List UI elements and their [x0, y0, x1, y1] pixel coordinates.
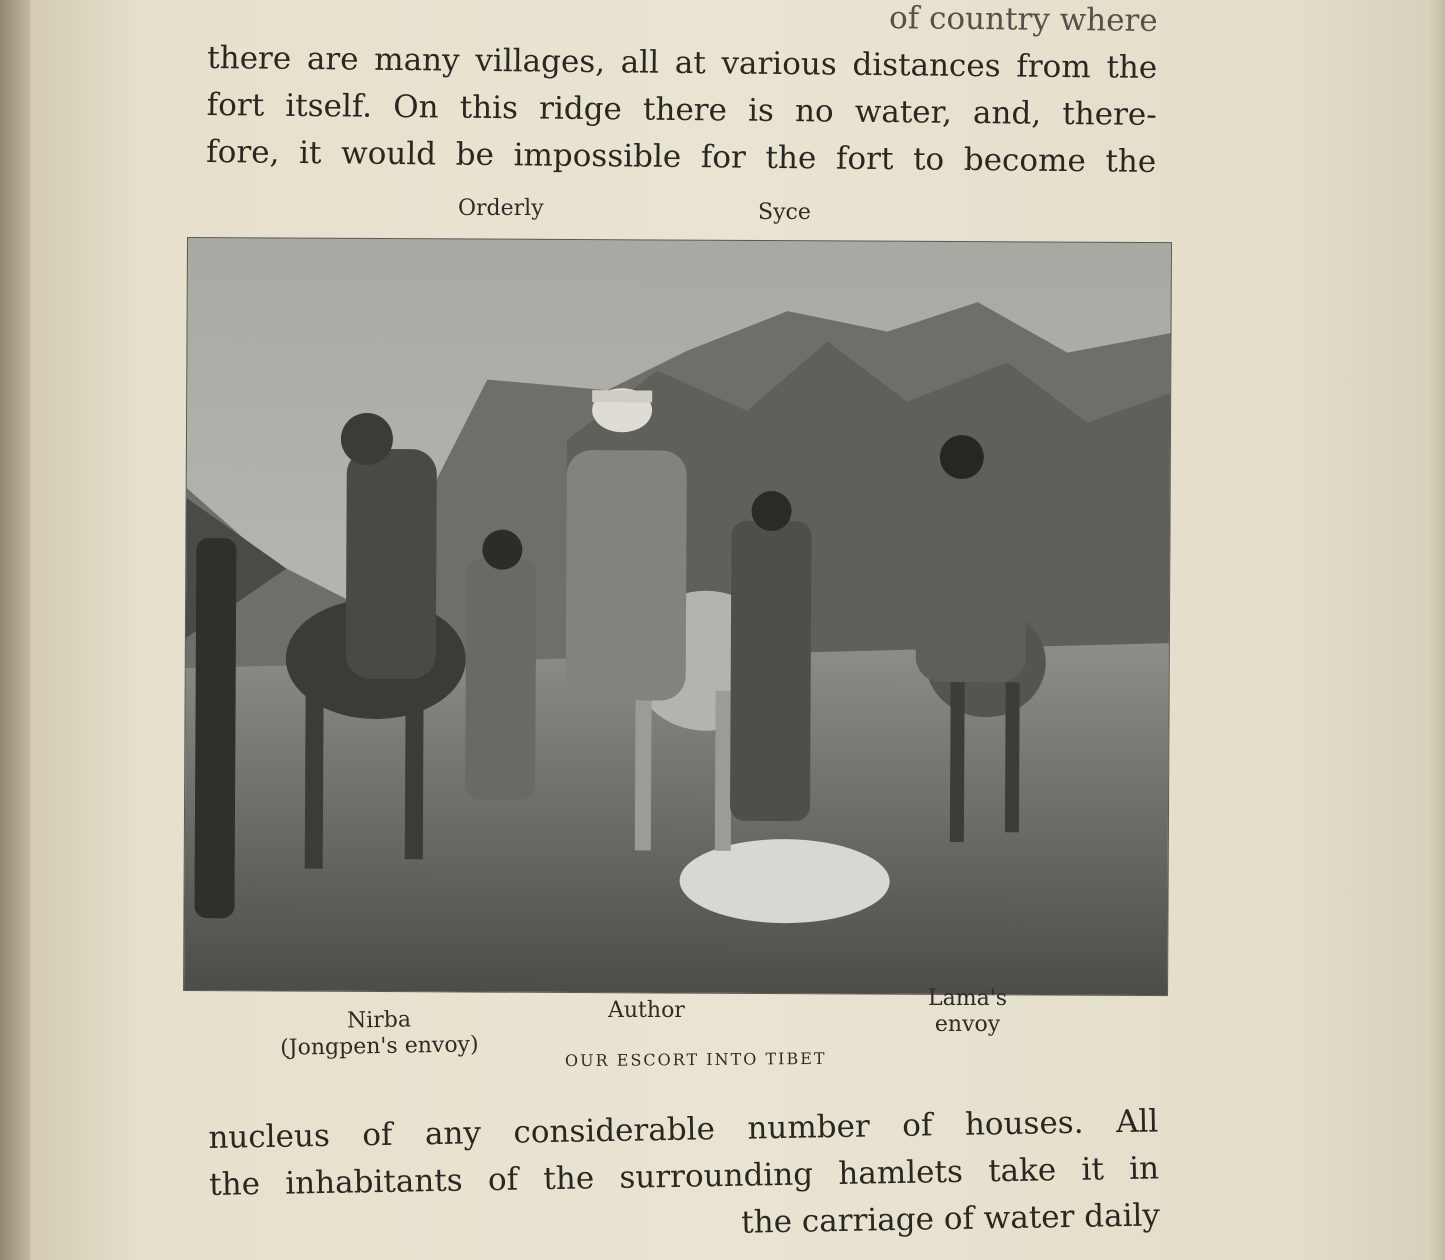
text-line: there are many villages, all at various distances from the — [207, 39, 1158, 86]
label-lama-name: Lama's — [928, 986, 1008, 1011]
label-nirba-name: Nirba — [346, 1007, 412, 1034]
label-author: Author — [608, 998, 685, 1023]
label-orderly: Orderly — [458, 196, 544, 221]
text-line-partial: of country where — [888, 0, 1158, 39]
label-syce: Syce — [758, 200, 811, 225]
body-text-top — [206, 0, 1158, 186]
label-lama-role: envoy — [934, 1012, 1001, 1037]
text-line: the inhabitants of the surrounding hamlets take it in — [208, 1150, 1160, 1203]
text-line: nucleus of any considerable number of houses. All — [208, 1103, 1159, 1156]
text-line: fort itself. On this ridge there is no water, and, there- — [206, 86, 1157, 133]
photograph-escort — [184, 238, 1171, 995]
page-edge — [1425, 0, 1445, 1260]
photo-illustration — [184, 238, 1171, 995]
label-lama-envoy — [928, 986, 1007, 1038]
text-line-partial: the carriage of water daily — [740, 1197, 1161, 1241]
photo-caption: OUR ESCORT INTO TIBET — [564, 1048, 827, 1071]
label-nirba — [280, 1006, 479, 1061]
body-text-bottom — [208, 1098, 1160, 1256]
text-line: fore, it would be impossible for the fort to become the — [206, 133, 1157, 180]
label-nirba-role: (Jongpen's envoy) — [280, 1032, 479, 1061]
